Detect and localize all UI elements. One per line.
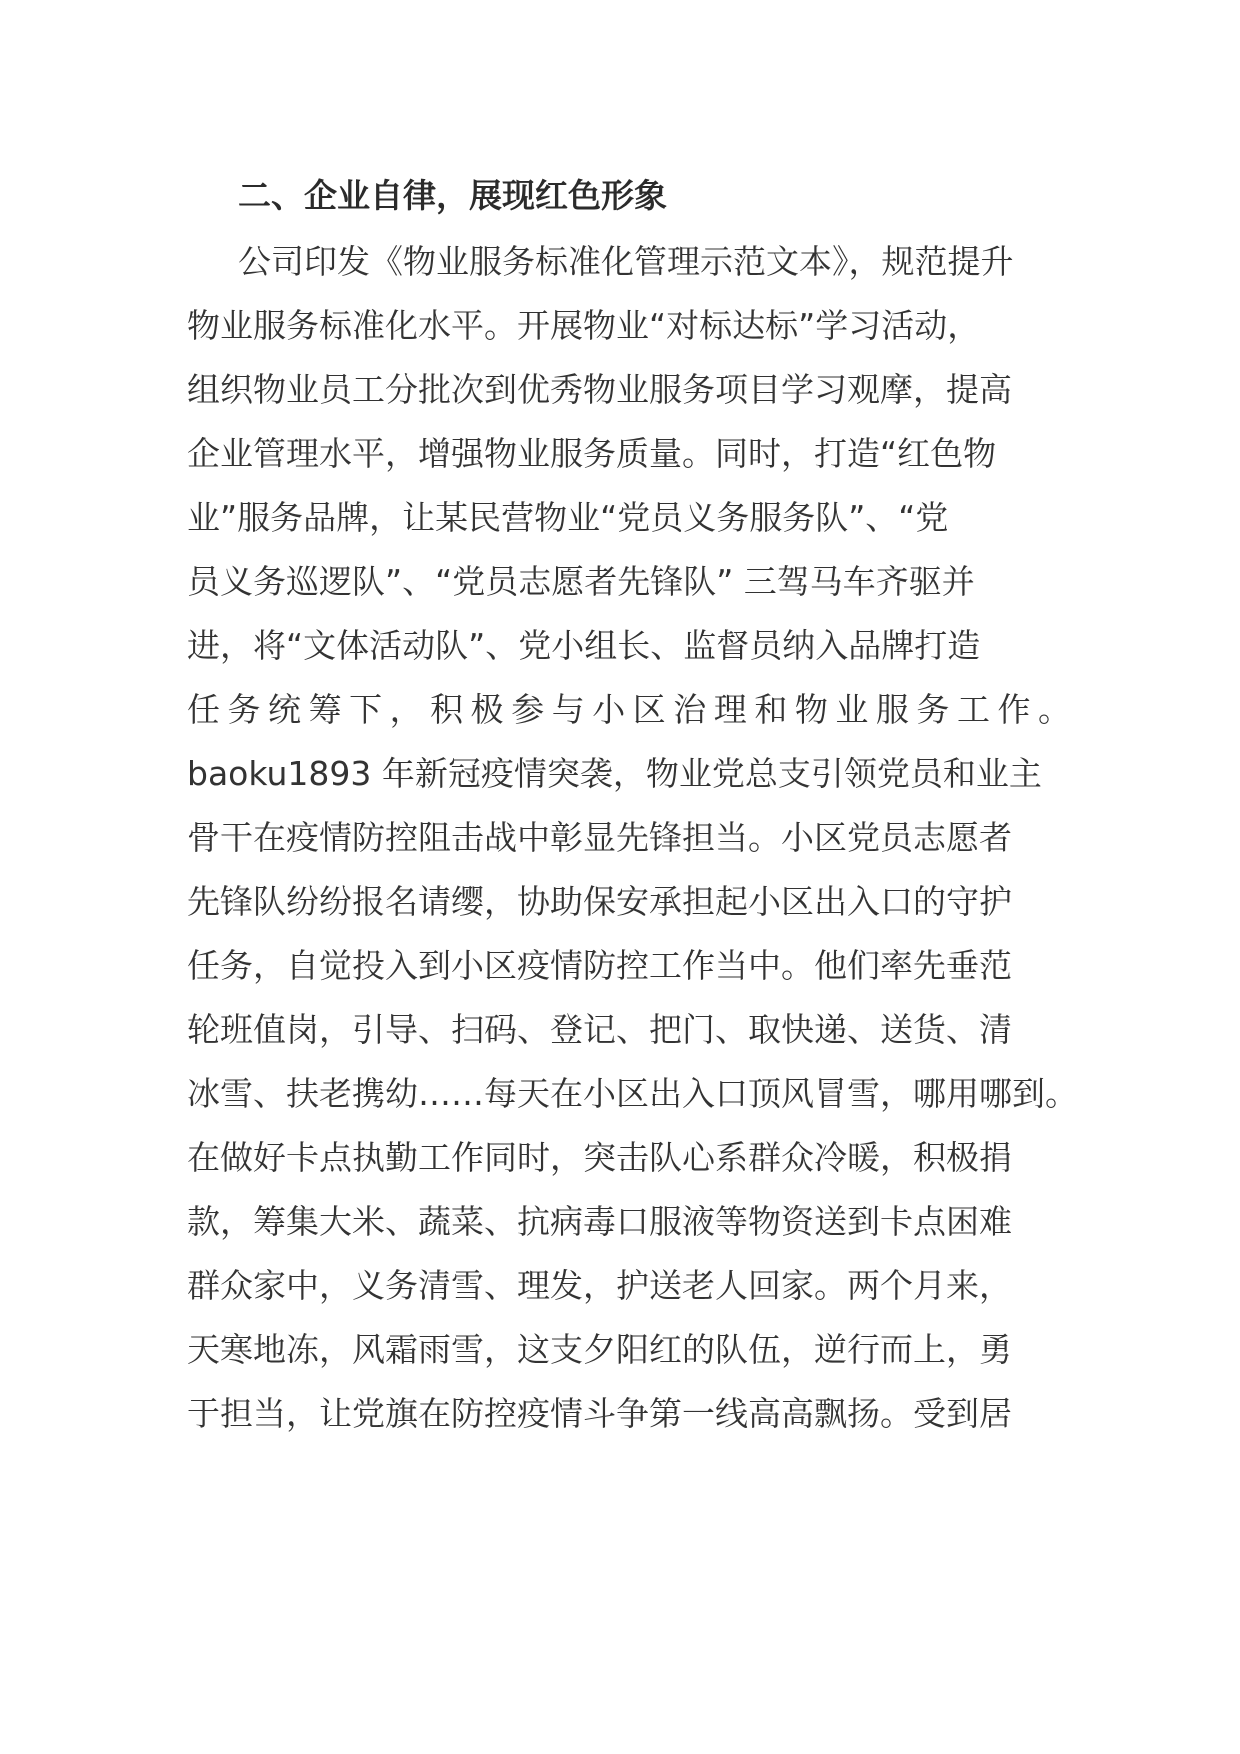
paragraph-line-5: 业”服务品牌，让某民营物业“党员义务服务队”、“党 [187, 498, 949, 537]
paragraph-line-19: 于担当，让党旗在防控疫情斗争第一线高高飘扬。受到居 [187, 1394, 1012, 1433]
paragraph-line-6: 员义务巡逻队”、“党员志愿者先锋队” 三驾马车齐驱并 [187, 562, 975, 601]
paragraph-line-3: 组织物业员工分批次到优秀物业服务项目学习观摩，提高 [187, 370, 1012, 409]
paragraph-line-15: 在做好卡点执勤工作同时，突击队心系群众冷暖，积极捐 [187, 1138, 1012, 1177]
paragraph-line-9: baoku1893 年新冠疫情突袭，物业党总支引领党员和业主 [187, 754, 1042, 793]
paragraph-line-18: 天寒地冻，风霜雨雪，这支夕阳红的队伍，逆行而上，勇 [187, 1330, 1012, 1369]
paragraph-line-14: 冰雪、扶老携幼……每天在小区出入口顶风冒雪，哪用哪到。 [187, 1074, 1078, 1113]
section-heading: 二、企业自律，展现红色形象 [238, 176, 667, 215]
paragraph-line-1: 公司印发《物业服务标准化管理示范文本》，规范提升 [238, 242, 1014, 281]
paragraph-line-2: 物业服务标准化水平。开展物业“对标达标”学习活动， [187, 306, 981, 345]
paragraph-line-10: 骨干在疫情防控阻击战中彰显先锋担当。小区党员志愿者 [187, 818, 1012, 857]
paragraph-line-12: 任务，自觉投入到小区疫情防控工作当中。他们率先垂范 [187, 946, 1012, 985]
paragraph-line-13: 轮班值岗，引导、扫码、登记、把门、取快递、送货、清 [187, 1010, 1012, 1049]
paragraph-line-4: 企业管理水平，增强物业服务质量。同时，打造“红色物 [187, 434, 997, 473]
paragraph-line-7: 进，将“文体活动队”、党小组长、监督员纳入品牌打造 [187, 626, 981, 665]
paragraph-line-8: 任务统筹下，积极参与小区治理和物业服务工作。 [187, 690, 1071, 729]
paragraph-line-11: 先锋队纷纷报名请缨，协助保安承担起小区出入口的守护 [187, 882, 1012, 921]
paragraph-line-17: 群众家中，义务清雪、理发，护送老人回家。两个月来， [187, 1266, 1012, 1305]
paragraph-line-16: 款，筹集大米、蔬菜、抗病毒口服液等物资送到卡点困难 [187, 1202, 1012, 1241]
